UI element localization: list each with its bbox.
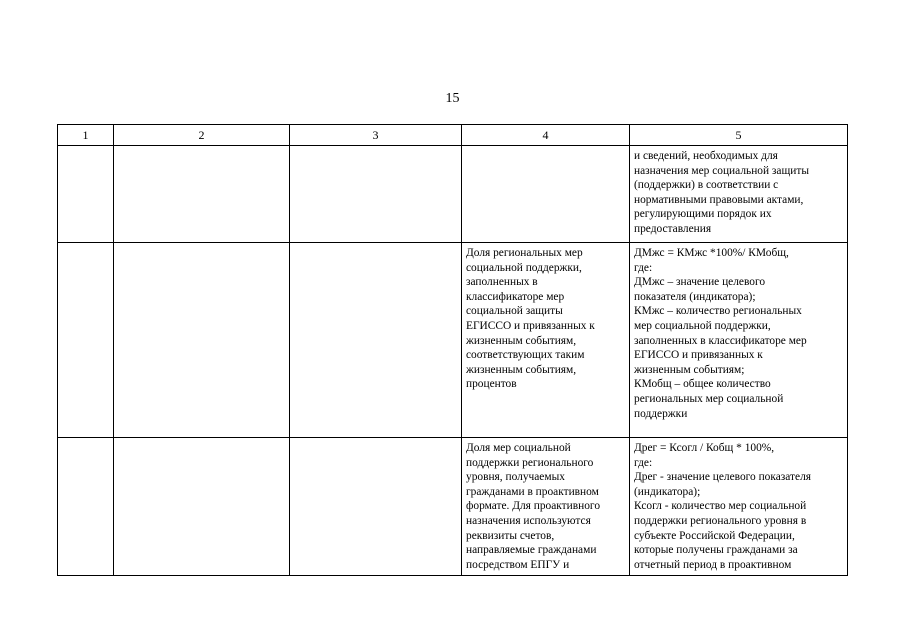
column-number-2: 2 xyxy=(114,125,290,146)
table-row xyxy=(58,243,848,438)
table-row xyxy=(58,146,848,243)
text-line: мер социальной поддержки, xyxy=(634,319,771,332)
text-line: предоставления xyxy=(634,222,712,235)
text-line: гражданами в проактивном xyxy=(466,485,599,498)
table-row xyxy=(58,438,848,576)
text-line: (поддержки) в соответствии с xyxy=(634,179,779,192)
text-line: нормативными правовыми актами, xyxy=(634,193,804,206)
text-line: поддержки регионального xyxy=(466,456,594,469)
text-line: (индикатора); xyxy=(634,485,701,498)
text-line: социальной поддержки, xyxy=(466,261,582,274)
text-line: региональных мер социальной xyxy=(634,392,784,405)
text-line: жизненным событиям; xyxy=(634,363,745,376)
text-line: жизненным событиям, xyxy=(466,363,577,376)
text-line: Доля мер социальной xyxy=(466,442,571,454)
cell-indicator-name xyxy=(462,146,630,243)
text-line: заполненных в классификаторе мер xyxy=(634,334,807,347)
cell-col1 xyxy=(58,438,114,576)
text-line: КМобщ – общее количество xyxy=(634,378,771,391)
cell-calculation-method xyxy=(630,438,848,576)
text-line: отчетный период в проактивном xyxy=(634,558,792,571)
text-line: Ксогл - количество мер социальной xyxy=(634,500,807,513)
text-line: формате. Для проактивного xyxy=(466,500,601,513)
cell-col1 xyxy=(58,146,114,243)
text-line: ЕГИССО и привязанных к xyxy=(466,319,595,332)
cell-indicator-name xyxy=(462,438,630,576)
text-line: жизненным событиям, xyxy=(466,334,577,347)
cell-col2 xyxy=(114,438,290,576)
text-line: ДМжс – значение целевого xyxy=(634,276,766,289)
text-line: поддержки xyxy=(634,407,688,420)
text-line: процентов xyxy=(466,378,517,391)
cell-col2 xyxy=(114,146,290,243)
column-number-5: 5 xyxy=(630,125,848,146)
text-line: где: xyxy=(634,261,653,274)
text-line: КМжс – количество региональных xyxy=(634,305,802,318)
cell-col2 xyxy=(114,243,290,438)
cell-col3 xyxy=(290,438,462,576)
text-line: и сведений, необходимых для xyxy=(634,150,778,162)
column-number-3: 3 xyxy=(290,125,462,146)
text-line: Дрег = Ксогл / Кобщ * 100%, xyxy=(634,442,775,454)
text-line: ДМжс = КМжс *100%/ КМобщ, xyxy=(634,247,789,259)
text-line: социальной защиты xyxy=(466,305,563,318)
page-number: 15 xyxy=(445,91,460,106)
text-line: классификаторе мер xyxy=(466,290,565,303)
text-line: назначения используются xyxy=(466,514,591,527)
text-line: реквизиты счетов, xyxy=(466,529,555,542)
text-line: субъекте Российской Федерации, xyxy=(634,529,795,542)
text-line: уровня, получаемых xyxy=(466,471,565,484)
cell-col3 xyxy=(290,146,462,243)
text-line: заполненных в xyxy=(466,276,538,289)
text-line: посредством ЕПГУ и xyxy=(466,558,570,571)
table-header-row xyxy=(58,125,848,146)
cell-col3 xyxy=(290,243,462,438)
text-line: поддержки регионального уровня в xyxy=(634,514,807,527)
text-line: ЕГИССО и привязанных к xyxy=(634,349,763,362)
column-number-4: 4 xyxy=(462,125,630,146)
text-line: Доля региональных мер xyxy=(466,247,583,259)
cell-indicator-name xyxy=(462,243,630,438)
text-line: регулирующими порядок их xyxy=(634,208,772,221)
text-line: направляемые гражданами xyxy=(466,544,597,557)
text-line: соответствующих таким xyxy=(466,349,585,362)
column-number-1: 1 xyxy=(58,125,114,146)
cell-col1 xyxy=(58,243,114,438)
text-line: которые получены гражданами за xyxy=(634,544,798,557)
text-line: где: xyxy=(634,456,653,469)
cell-calculation-method xyxy=(630,243,848,438)
indicators-table xyxy=(57,124,848,576)
text-line: Дрег - значение целевого показателя xyxy=(634,471,811,484)
text-line: показателя (индикатора); xyxy=(634,290,756,303)
text-line: назначения мер социальной защиты xyxy=(634,164,809,177)
cell-calculation-method xyxy=(630,146,848,243)
